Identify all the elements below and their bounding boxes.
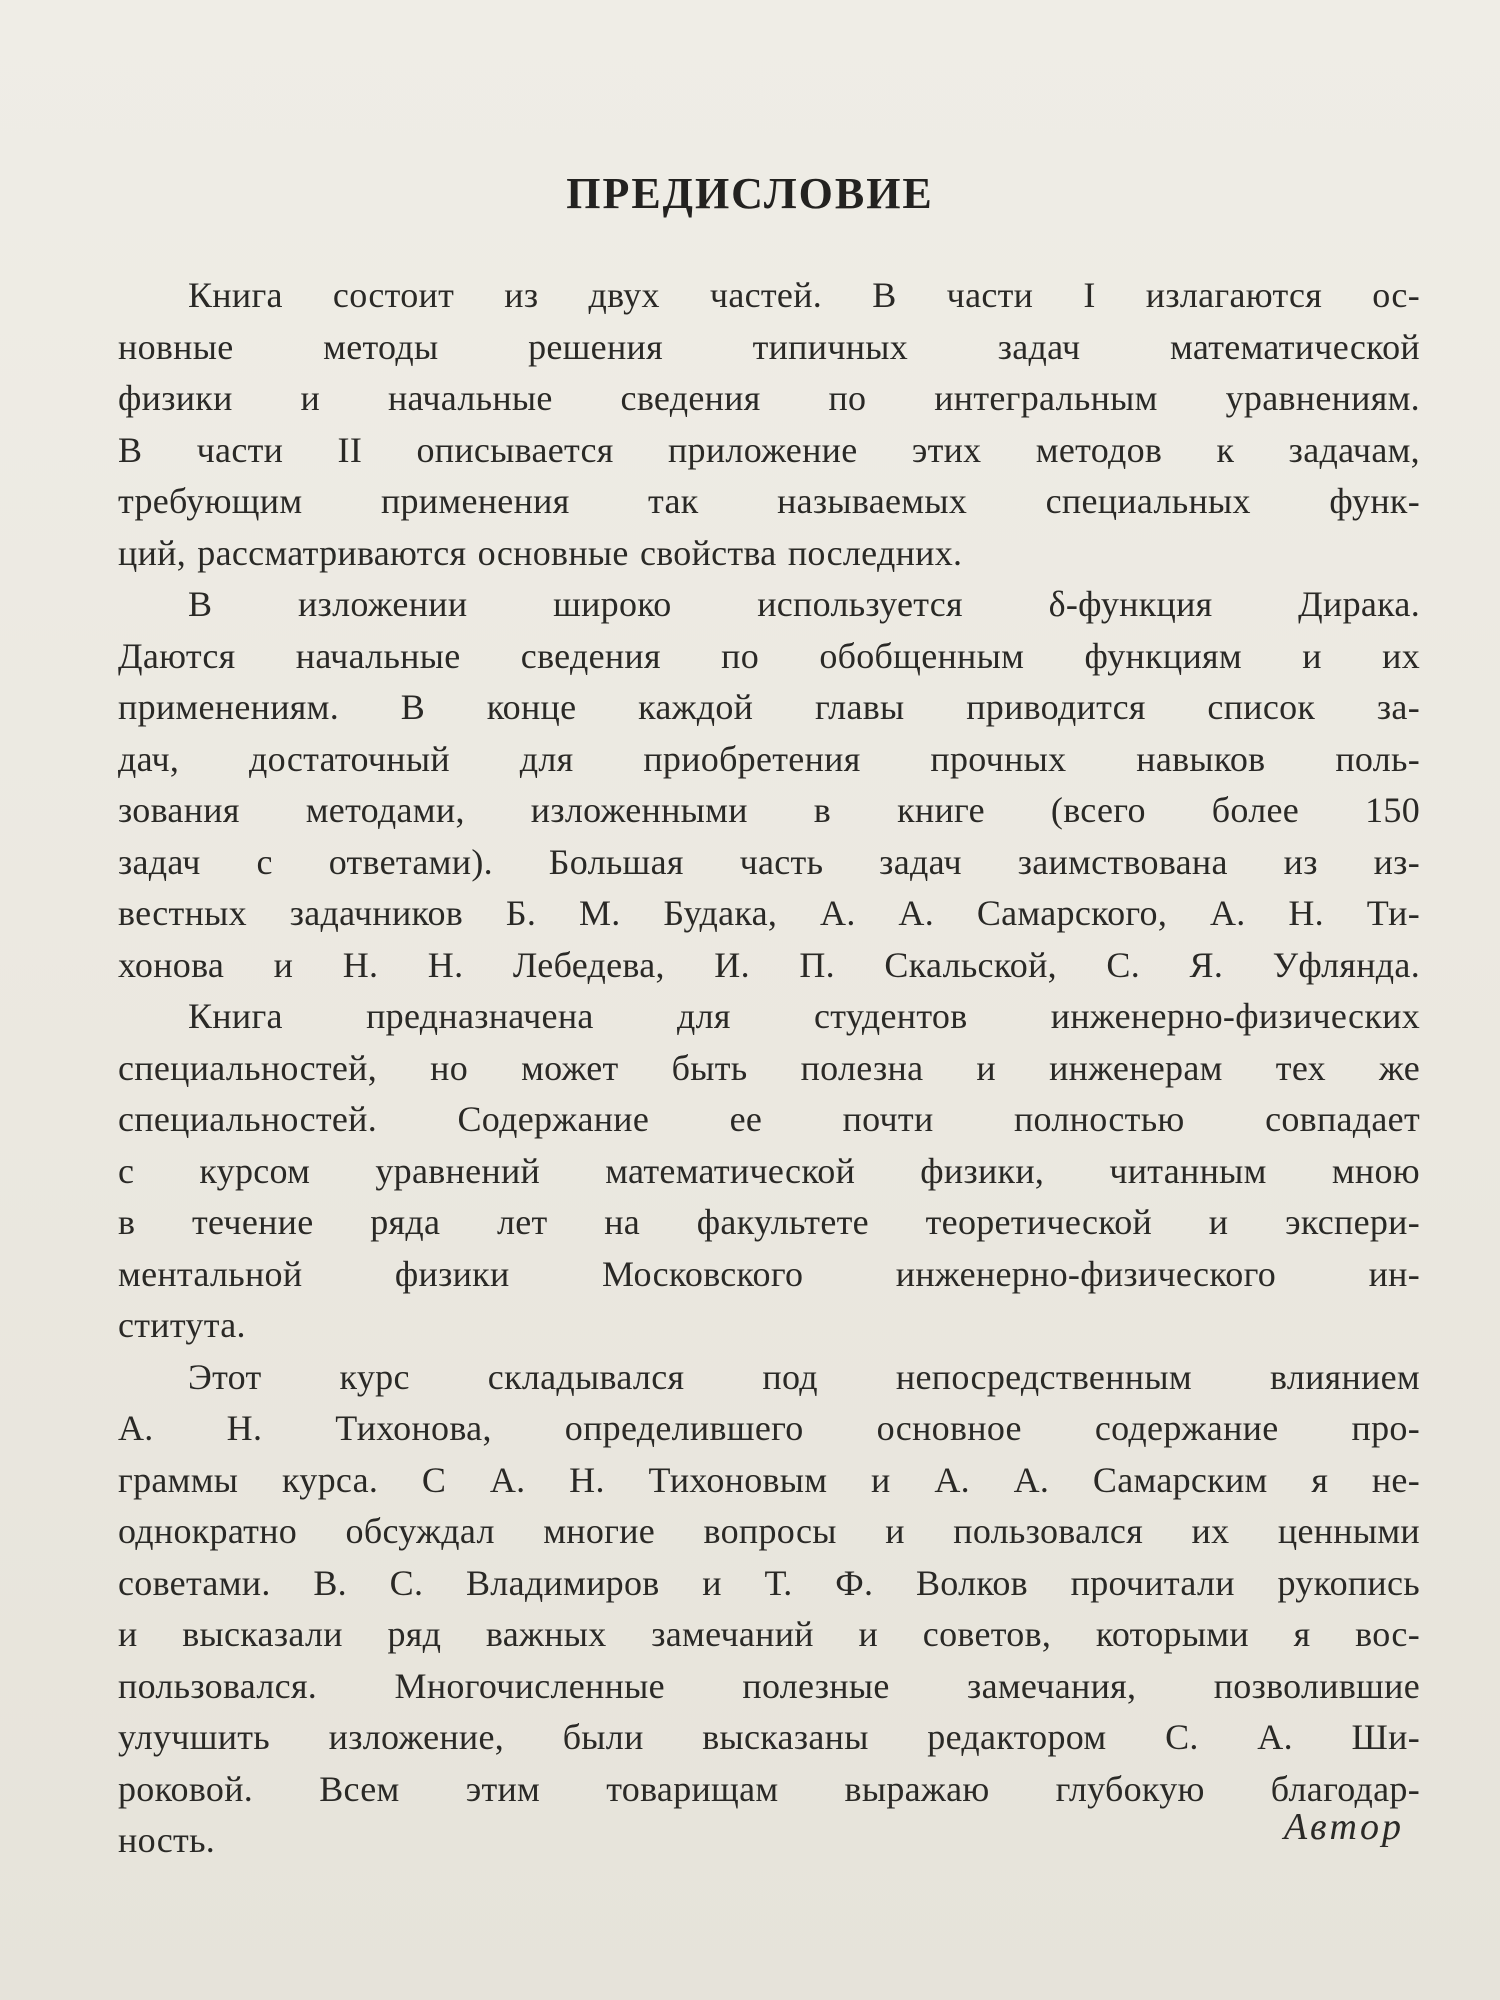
text-line: ститута. <box>118 1305 246 1345</box>
page-title: ПРЕДИСЛОВИЕ <box>566 169 934 218</box>
text-line: ций, рассматриваются основные свойства последних. <box>118 532 963 573</box>
text-line: роковой. Всем этим товарищам выражаю глубокую благодар- <box>118 1768 1420 1809</box>
text-line: физики и начальные сведения по интегральным уравнениям. <box>118 378 1420 418</box>
text-line: специальностей, но может быть полезна и инженерам тех же <box>118 1047 1420 1088</box>
text-line: Книга предназначена для студентов инженерно-физических <box>188 996 1420 1036</box>
text-line: с курсом уравнений математической физики, читанным мною <box>118 1150 1420 1191</box>
text-line: улучшить изложение, были высказаны редактором С. А. Ши- <box>118 1717 1420 1757</box>
text-line: ность. <box>118 1820 216 1860</box>
text-line: и высказали ряд важных замечаний и советов, которыми я вос- <box>118 1614 1420 1654</box>
text-line: пользовался. Многочисленные полезные замечания, позволившие <box>118 1665 1420 1706</box>
text-line: требующим применения так называемых специальных функ- <box>118 481 1420 521</box>
text-line: ментальной физики Московского инженерно-физического ин- <box>118 1253 1420 1294</box>
text-line: хонова и Н. Н. Лебедева, И. П. Скальской, С. Я. Уфлянда. <box>118 944 1420 985</box>
text-line: В части II описывается приложение этих методов к задачам, <box>118 429 1420 470</box>
text-line: Этот курс складывался под непосредственным влиянием <box>188 1356 1420 1397</box>
text-line: А. Н. Тихонова, определившего основное содержание про- <box>118 1408 1420 1448</box>
text-line: советами. В. С. Владимиров и Т. Ф. Волков прочитали рукопись <box>118 1562 1420 1603</box>
text-line: задач с ответами). Большая часть задач заимствована из из- <box>118 841 1420 882</box>
author-signature: Автор <box>1283 1806 1404 1848</box>
text-line: В изложении широко используется δ-функция Дирака. <box>188 584 1420 624</box>
text-line: граммы курса. С А. Н. Тихоновым и А. А. Самарским я не- <box>118 1459 1420 1500</box>
text-line: дач, достаточный для приобретения прочных навыков поль- <box>118 738 1420 779</box>
text-line: вестных задачников Б. М. Будака, А. А. Самарского, А. Н. Ти- <box>118 893 1420 933</box>
text-line: зования методами, изложенными в книге (всего более 150 <box>118 790 1420 830</box>
text-line: новные методы решения типичных задач математической <box>118 326 1420 367</box>
preface-body <box>118 270 1420 1867</box>
text-line: Книга состоит из двух частей. В части I излагаются ос- <box>188 275 1420 315</box>
text-line: специальностей. Содержание ее почти полностью совпадает <box>118 1099 1420 1139</box>
text-line: однократно обсуждал многие вопросы и пользовался их ценными <box>118 1511 1420 1551</box>
text-line: применениям. В конце каждой главы приводится список за- <box>118 687 1420 727</box>
text-line: Даются начальные сведения по обобщенным функциям и их <box>118 635 1420 676</box>
text-line: в течение ряда лет на факультете теоретической и экспери- <box>118 1202 1420 1242</box>
